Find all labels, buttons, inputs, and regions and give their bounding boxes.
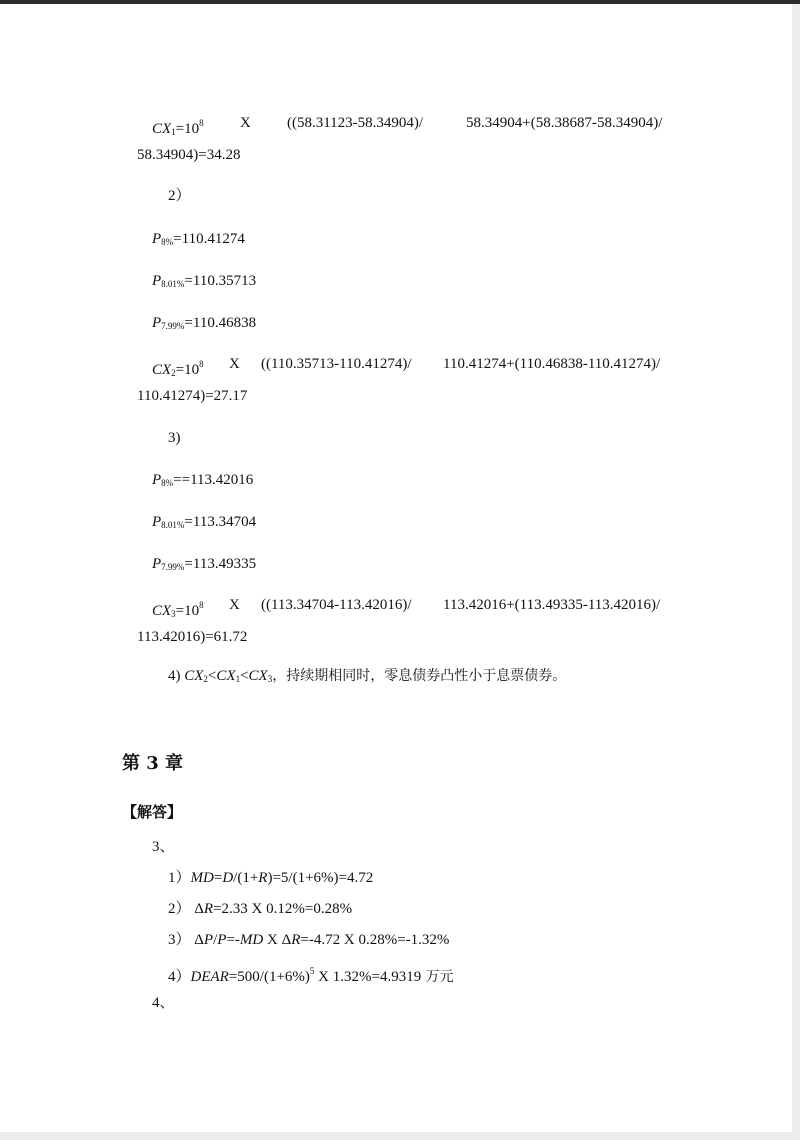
cx1-continuation: 58.34904)=34.28 <box>137 147 241 163</box>
answer-item-1: 1）MD=D/(1+R)=5/(1+6%)=4.72 <box>168 870 374 886</box>
question-2-label: 2） <box>168 188 191 204</box>
question-3-label: 3) <box>168 430 181 446</box>
cx2-formula-start: $CX_2=10^8$ <box>152 359 204 378</box>
cx2-part2: 110.41274+(110.46838-110.41274)/ <box>443 356 661 372</box>
answer-item-4: $4)DEAR=500/(1+6\%)^5$ X 1.32%=4.9319 万元 <box>168 966 454 985</box>
cx2-part1: ((110.35713-110.41274)/ <box>261 356 412 372</box>
price-line: $P_{7.99\%}=113.49335$ <box>152 556 257 572</box>
answer-item-3: 3） ΔP/P=-MD X ΔR=-4.72 X 0.28%=-1.32% <box>168 932 450 948</box>
cx2-times: X <box>229 356 240 372</box>
question-4-conclusion: 4) $CX_2<CX_1<CX_3$，持续期相同时，零息债券凸性小于息票债券。 <box>168 668 567 684</box>
cx3-part2: 113.42016+(113.49335-113.42016)/ <box>443 597 661 613</box>
price-line: $P_{8\%}=110.41274$ <box>152 231 245 247</box>
question-4-number: 4、 <box>152 995 175 1011</box>
cx3-continuation: 113.42016)=61.72 <box>137 629 248 645</box>
price-line: $P_{8.01\%}=113.34704$ <box>152 514 257 530</box>
price-line: $P_{7.99\%}=110.46838$ <box>152 315 257 331</box>
chapter-title: 第 3 章 <box>122 753 184 774</box>
cx1-times: X <box>240 115 251 131</box>
cx3-part1: ((113.34704-113.42016)/ <box>261 597 412 613</box>
price-line: $P_{8\%}==113.42016$ <box>152 472 254 488</box>
cx2-continuation: 110.41274)=27.17 <box>137 388 248 404</box>
question-3-number: 3、 <box>152 839 175 855</box>
cx3-formula-start: $CX_3=10^8$ <box>152 600 204 619</box>
answer-heading: 【解答】 <box>122 803 183 821</box>
price-line: $P_{8.01\%}=110.35713$ <box>152 273 257 289</box>
answer-item-2: 2） ΔR=2.33 X 0.12%=0.28% <box>168 901 353 917</box>
cx1-part2: 58.34904+(58.38687-58.34904)/ <box>466 115 663 131</box>
document-page <box>0 4 792 1132</box>
cx1-formula-start: $CX_1=10^8$ <box>152 118 204 137</box>
cx3-times: X <box>229 597 240 613</box>
cx1-part1: ((58.31123-58.34904)/ <box>287 115 424 131</box>
